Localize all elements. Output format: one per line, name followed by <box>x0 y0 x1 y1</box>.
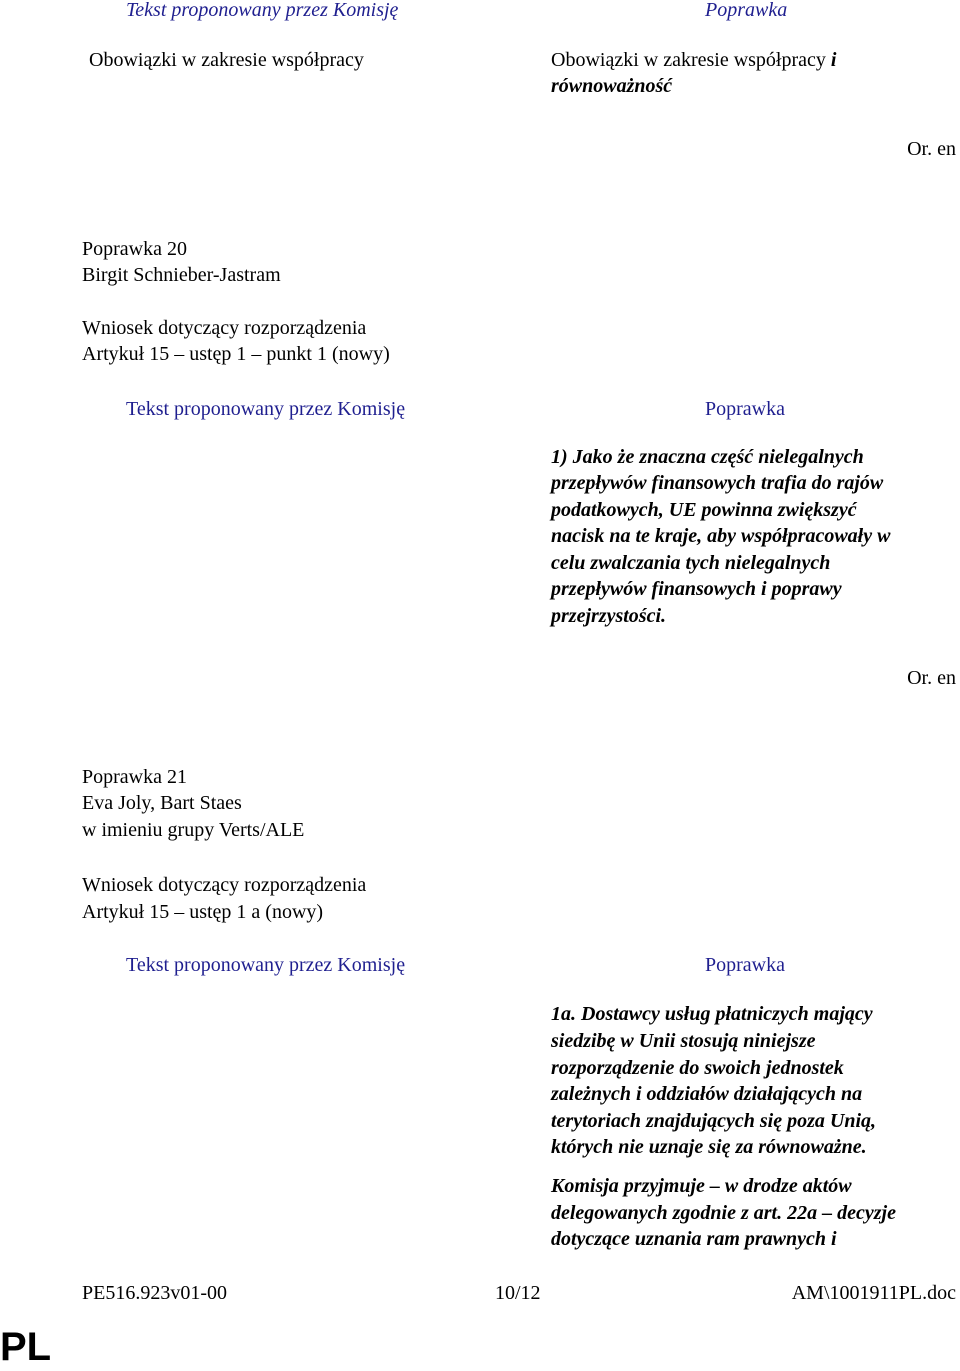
article-reference: Artykuł 15 – ustęp 1 a (nowy) <box>82 901 324 923</box>
column-header-commission-text: Tekst proponowany przez Komisję <box>126 954 406 976</box>
amendment-body-line: Komisja przyjmuje – w drodze aktów <box>551 1175 852 1197</box>
proposal-title: Wniosek dotyczący rozporządzenia <box>82 317 367 339</box>
proposal-title: Wniosek dotyczący rozporządzenia <box>82 874 367 896</box>
amendment-number: Poprawka 21 <box>82 766 187 788</box>
language-code: PL <box>0 1325 52 1369</box>
amendment-body-line: terytoriach znajdujących się poza Unią, <box>551 1110 877 1132</box>
amendment-body-line: przejrzystości. <box>551 605 666 627</box>
amendment-body-line: których nie uznaje się za równoważne. <box>551 1136 867 1158</box>
amendment-body-line: siedzibę w Unii stosują niniejsze <box>551 1030 816 1052</box>
article-reference: Artykuł 15 – ustęp 1 – punkt 1 (nowy) <box>82 343 390 365</box>
footer-page-number: 10/12 <box>495 1282 541 1304</box>
column-header-amendment: Poprawka <box>705 0 788 21</box>
amendment-group: w imieniu grupy Verts/ALE <box>82 819 305 841</box>
original-language: Or. en <box>907 667 956 689</box>
column-header-commission-text: Tekst proponowany przez Komisję <box>126 0 399 21</box>
amendment-body-line: rozporządzenie do swoich jednostek <box>551 1057 844 1079</box>
column-header-amendment: Poprawka <box>705 398 785 420</box>
amendment-body-line: zależnych i oddziałów działających na <box>551 1083 863 1105</box>
amendment-body-line: nacisk na te kraje, aby współpracowały w <box>551 525 891 547</box>
amendment-body-line: dotyczące uznania ram prawnych i <box>551 1228 837 1250</box>
amendment-body-line: podatkowych, UE powinna zwiększyć <box>551 499 857 521</box>
amendment-body-line: celu zwalczania tych nielegalnych <box>551 552 831 574</box>
column-header-commission-text: Tekst proponowany przez Komisję <box>126 398 406 420</box>
column-header-amendment: Poprawka <box>705 954 785 976</box>
amendment-body-line: 1a. Dostawcy usług płatniczych mający <box>551 1003 873 1025</box>
amendment-author: Birgit Schnieber-Jastram <box>82 264 281 286</box>
commission-text: Obowiązki w zakresie współpracy <box>89 49 364 71</box>
amendment-body-line: przepływów finansowych i poprawy <box>551 578 842 600</box>
amendment-text-normal: Obowiązki w zakresie współpracy <box>551 49 831 71</box>
amendment-text-line-2: równoważność <box>551 75 673 97</box>
amendment-body-line: delegowanych zgodnie z art. 22a – decyzje <box>551 1202 896 1224</box>
footer-doc-reference: PE516.923v01-00 <box>82 1282 227 1304</box>
amendment-body-line: przepływów finansowych trafia do rajów <box>551 472 884 494</box>
amendment-author: Eva Joly, Bart Staes <box>82 792 242 814</box>
footer-file-name: AM\1001911PL.doc <box>791 1282 956 1304</box>
amendment-text-inserted: i <box>830 49 837 71</box>
amendment-body-line: 1) Jako że znaczna część nielegalnych <box>551 446 864 468</box>
original-language: Or. en <box>907 138 956 160</box>
amendment-number: Poprawka 20 <box>82 238 187 260</box>
amendment-text-line-1 <box>551 47 836 73</box>
